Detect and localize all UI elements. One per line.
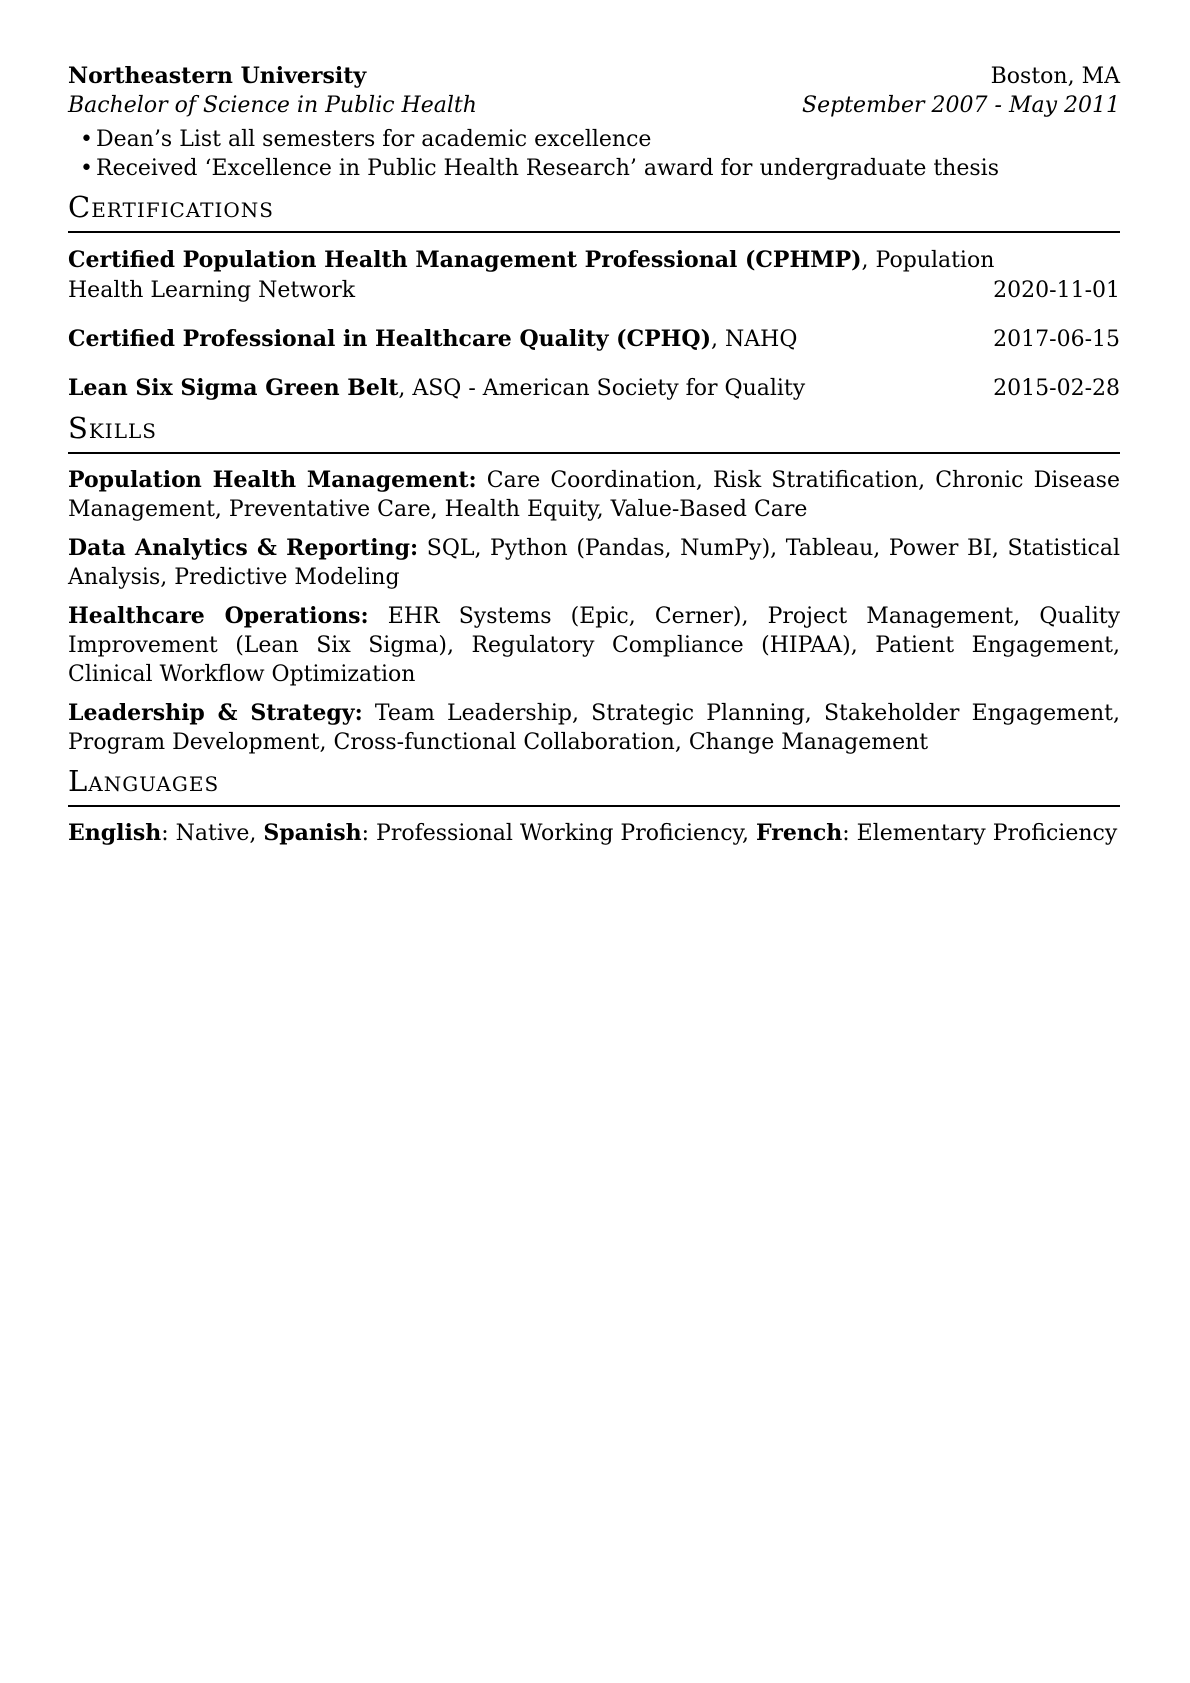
certification-name: Lean Six Sigma Green Belt bbox=[68, 375, 399, 401]
certification-issuer: , ASQ - American Society for Quality bbox=[398, 376, 806, 401]
education-bullet-item: • Dean’s List all semesters for academic excellence bbox=[68, 125, 1120, 154]
education-entry bbox=[68, 62, 1120, 183]
skill-category: Healthcare Operations: bbox=[68, 603, 369, 629]
section-skills bbox=[68, 410, 1120, 757]
certification-entry bbox=[68, 245, 1120, 306]
institution-location: Boston, MA bbox=[990, 64, 1120, 89]
separator: , bbox=[742, 821, 757, 846]
certification-text bbox=[68, 373, 1068, 404]
skill-category: Population Health Management: bbox=[68, 467, 477, 493]
education-bullet-item: • Received ‘Excellence in Public Health Research’ award for undergraduate thesis bbox=[68, 154, 1120, 183]
skills-list bbox=[68, 466, 1120, 757]
certification-issuer: , NAHQ bbox=[711, 327, 798, 352]
separator: , bbox=[249, 821, 264, 846]
languages-line bbox=[68, 819, 1120, 848]
education-bullet-list bbox=[68, 125, 1120, 183]
language-level: : Professional Working Proficiency bbox=[361, 821, 743, 846]
education-date-range: September 2007 - May 2011 bbox=[802, 93, 1120, 118]
certification-date: 2020-11-01 bbox=[993, 278, 1120, 303]
certification-name: Certified Professional in Healthcare Quality (CPHQ) bbox=[68, 326, 712, 352]
skills-heading: Skills bbox=[68, 410, 1120, 454]
institution-name: Northeastern University bbox=[68, 63, 367, 89]
skill-entry bbox=[68, 466, 1120, 524]
language-level: : Elementary Proficiency bbox=[842, 821, 1118, 846]
degree-title: Bachelor of Science in Public Health bbox=[68, 93, 477, 118]
skill-detail: SQL, Python (Pandas, NumPy), Tableau, Power BI, Statistical Analysis, Predictive Modeling bbox=[68, 536, 1121, 590]
skill-entry bbox=[68, 534, 1120, 592]
skill-category: Data Analytics & Reporting: bbox=[68, 535, 419, 561]
skill-category: Leadership & Strategy: bbox=[68, 700, 363, 726]
languages-heading: Languages bbox=[68, 763, 1120, 807]
certification-list bbox=[68, 245, 1120, 404]
language-name: English bbox=[68, 820, 162, 846]
language-name: Spanish bbox=[263, 820, 362, 846]
skill-entry bbox=[68, 699, 1120, 757]
certification-date: 2015-02-28 bbox=[993, 376, 1120, 401]
skill-detail: Care Coordination, Risk Stratification, Chronic Disease Management, Preventative Care, Health Equity, Value-Based Care bbox=[68, 468, 1120, 522]
skill-entry bbox=[68, 602, 1120, 689]
certification-entry bbox=[68, 324, 1120, 355]
language-name: French bbox=[756, 820, 843, 846]
certification-text bbox=[68, 324, 1068, 355]
certifications-heading: Certifications bbox=[68, 189, 1120, 233]
certification-entry bbox=[68, 373, 1120, 404]
section-certifications bbox=[68, 189, 1120, 404]
education-header-row bbox=[68, 62, 1120, 91]
education-subheader-row bbox=[68, 91, 1120, 120]
certification-name: Certified Population Health Management Professional (CPHMP) bbox=[68, 247, 862, 273]
language-level: : Native bbox=[161, 821, 250, 846]
certification-date: 2017-06-15 bbox=[993, 327, 1120, 352]
certification-issuer: , Population Health Learning Network bbox=[68, 248, 995, 303]
section-languages bbox=[68, 763, 1120, 848]
certification-text bbox=[68, 245, 1068, 306]
skill-detail: Team Leadership, Strategic Planning, Stakeholder Engagement, Program Development, Cross-functional Collaboration, Change Management bbox=[68, 701, 1120, 755]
skill-detail: EHR Systems (Epic, Cerner), Project Management, Quality Improvement (Lean Six Sigma), Regulatory Compliance (HIPAA), Patient Engagement, Clinical Workflow Optimization bbox=[68, 604, 1120, 687]
